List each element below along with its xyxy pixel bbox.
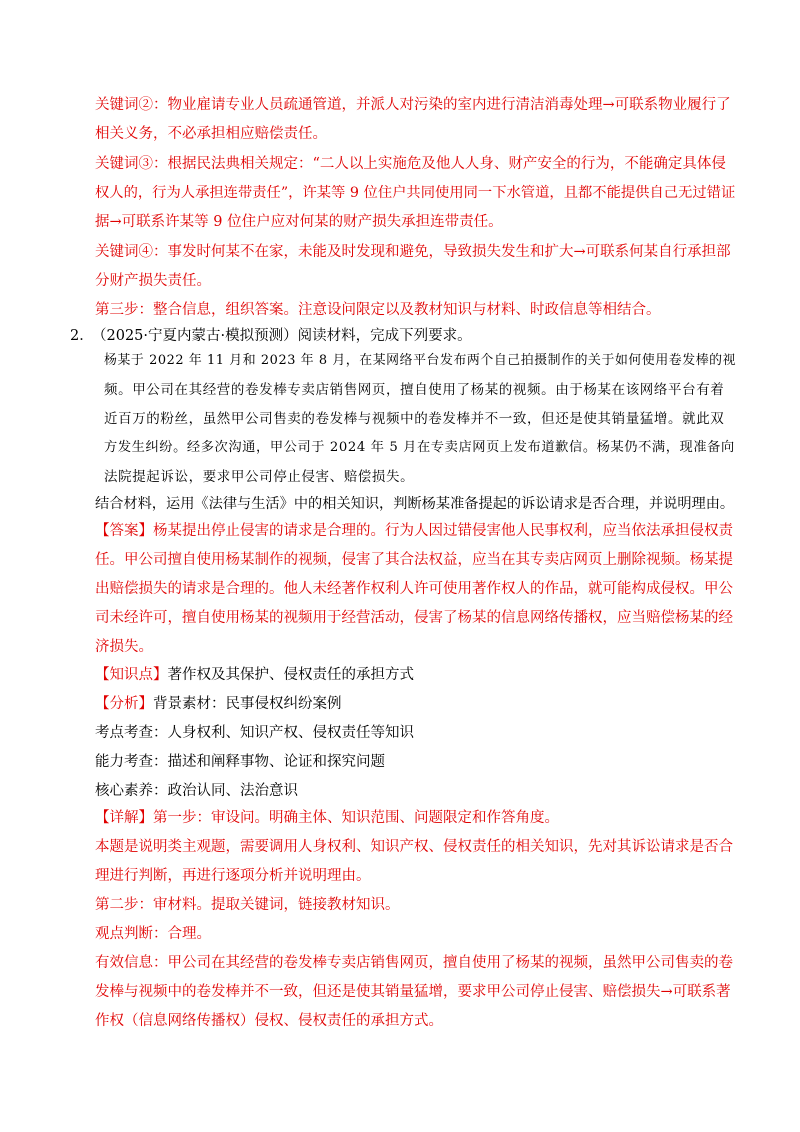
answer-line-5: 济损失。 [95,639,153,655]
keyword-2-line-2: 相关义务，不必承担相应赔偿责任。 [95,126,327,142]
detail-line-1: 【详解】第一步：审设问。明确主体、知识范围、问题限定和作答角度。 [95,810,559,826]
analysis-text: 背景素材：民事侵权纠纷案例 [153,696,342,712]
answer-line-1: 【答案】杨某提出停止侵害的请求是合理的。行为人因过错侵害他人民事权利，应当依法承担侵权责 [95,523,733,539]
analysis [95,694,342,714]
viewpoint-text: 观点判断：合理。 [95,926,211,942]
effective-info-line-2: 发棒与视频中的卷发棒并不一致，但还是使其销量猛增，要求甲公司停止侵害、赔偿损失→可联系著 [95,984,731,1000]
material-line-4: 方发生纠纷。经多次沟通，甲公司于 2024 年 5 月在专卖店网页上发布道歉信。杨某仍不满，现准备向 [104,440,735,455]
keyword-4-line-2: 分财产损失责任。 [95,273,211,289]
answer-line-4: 司未经许可，擅自使用杨某的视频用于经营活动，侵害了杨某的信息网络传播权，应当赔偿杨某的经 [95,610,733,626]
effective-info-line-1: 有效信息：甲公司在其经营的卷发棒专卖店销售网页，擅自使用了杨某的视频，虽然甲公司售卖的卷 [95,955,733,971]
keyword-2-line-1: 关键词②：物业雇请专业人员疏通管道，并派人对污染的室内进行清洁消毒处理→可联系物业履行了 [95,97,731,113]
knowledge-point-text: 著作权及其保护、侵权责任的承担方式 [167,667,414,683]
exam-point-text: 考点考查：人身权利、知识产权、侵权责任等知识 [95,725,414,741]
keyword-3-line-1: 关键词③：根据民法典相关规定：“二人以上实施危及他人人身、财产安全的行为，不能确定具体侵 [95,156,726,172]
answer-line-2: 任。甲公司擅自使用杨某制作的视频，侵害了其合法权益，应当在其专卖店网页上删除视频。杨某提 [95,552,733,568]
knowledge-point [95,665,414,685]
material-line-1: 杨某于 2022 年 11 月和 2023 年 8 月，在某网络平台发布两个自己拍摄制作的关于如何使用卷发棒的视 [104,353,737,368]
knowledge-point-tag: 【知识点】 [95,667,168,683]
step-3-text: 第三步：整合信息，组织答案。注意设问限定以及教材知识与材料、时政信息等相结合。 [95,302,661,318]
literacy-text: 核心素养：政治认同、法治意识 [95,783,298,799]
answer-line-3: 出赔偿损失的请求是合理的。他人未经著作权利人许可使用著作权人的作品，就可能构成侵权。甲公 [95,581,733,597]
question-number: 2． [70,328,94,344]
ability-text: 能力考查：描述和阐释事物、论证和探究问题 [95,754,385,770]
analysis-tag: 【分析】 [95,696,153,712]
effective-info-line-3: 作权（信息网络传播权）侵权、侵权责任的承担方式。 [95,1013,443,1029]
question-header: （2025·宁夏内蒙古·模拟预测）阅读材料，完成下列要求。 [92,328,472,344]
material-line-3: 近百万的粉丝，虽然甲公司售卖的卷发棒与视频中的卷发棒并不一致，但还是使其销量猛增。就此双 [104,411,725,427]
keyword-3-line-2: 权人的，行为人承担连带责任”，许某等 9 位住户共同使用同一下水管道，且都不能提供自己无过错证 [95,185,736,201]
step-2-text: 第二步：审材料。提取关键词，链接教材知识。 [95,897,400,913]
keyword-3-line-3: 据→可联系许某等 9 位住户应对何某的财产损失承担连带责任。 [95,214,503,230]
material-line-5: 法院提起诉讼，要求甲公司停止侵害、赔偿损失。 [104,469,415,485]
detail-line-2: 本题是说明类主观题，需要调用人身权利、知识产权、侵权责任的相关知识，先对其诉讼请求是否合 [95,839,733,855]
keyword-4-line-1: 关键词④：事发时何某不在家，未能及时发现和避免，导致损失发生和扩大→可联系何某自行承担部 [95,244,731,260]
material-line-2: 频。甲公司在其经营的卷发棒专卖店销售网页，擅自使用了杨某的视频。由于杨某在该网络平台有着 [104,382,725,398]
question-requirement: 结合材料，运用《法律与生活》中的相关知识，判断杨某准备提起的诉讼请求是否合理，并说明理由。 [95,496,735,512]
detail-line-3: 理进行判断，再进行逐项分析并说明理由。 [95,868,371,884]
